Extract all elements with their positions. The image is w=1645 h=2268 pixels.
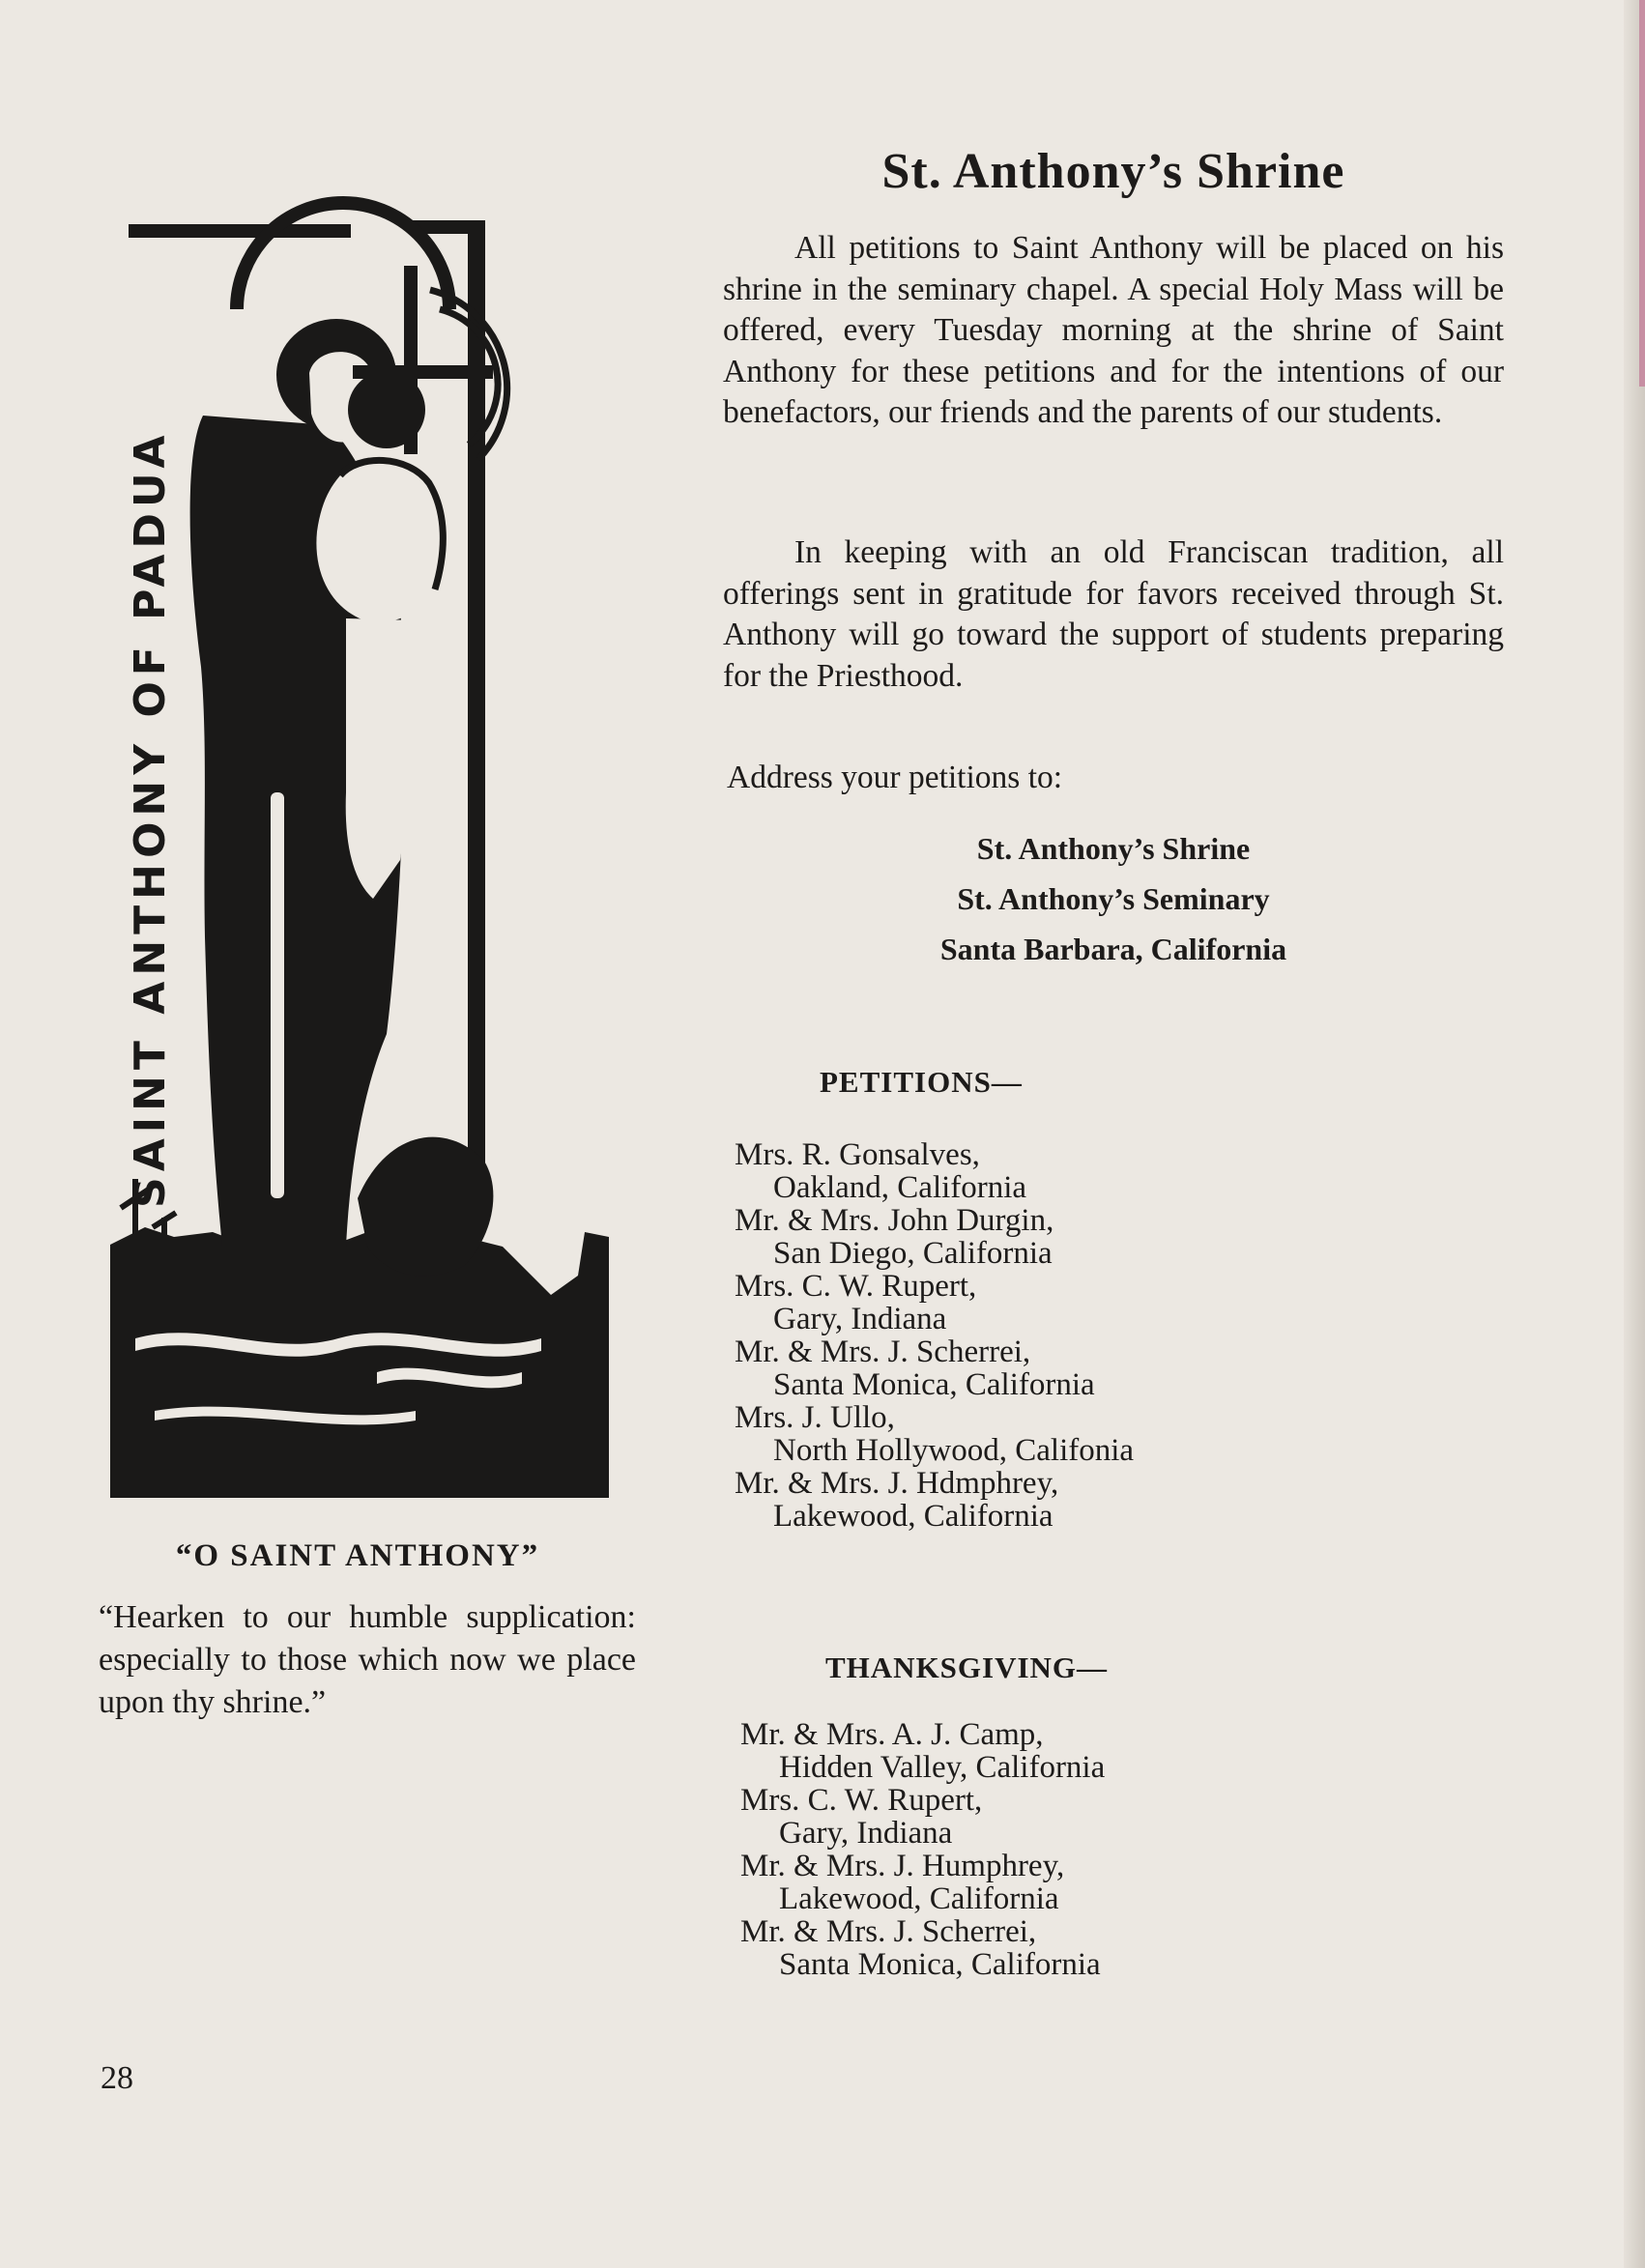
entry-place: Santa Monica, California: [779, 1947, 1101, 1982]
page-edge-tint: [1639, 0, 1645, 387]
saint-anthony-woodcut: [97, 164, 619, 1507]
entry-name: Mrs. C. W. Rupert,: [735, 1269, 977, 1304]
entry-name: Mrs. C. W. Rupert,: [740, 1783, 983, 1818]
mailing-address: [723, 823, 1504, 974]
address-line: St. Anthony’s Seminary: [957, 881, 1270, 916]
thanksgiving-list: [740, 1718, 1105, 1981]
page-number: 28: [101, 2060, 133, 2096]
entry-name: Mr. & Mrs. J. Scherrei,: [740, 1914, 1037, 1949]
list-item: [740, 1784, 1105, 1850]
entry-place: Gary, Indiana: [779, 1816, 953, 1851]
entry-name: Mr. & Mrs. J. Scherrei,: [735, 1335, 1031, 1369]
caption-title: “O SAINT ANTHONY”: [175, 1538, 540, 1573]
entry-place: Gary, Indiana: [773, 1302, 947, 1336]
entry-place: North Hollywood, Califonia: [773, 1433, 1135, 1468]
list-item: [740, 1718, 1105, 1784]
list-item: [735, 1467, 1134, 1533]
entry-place: Oakland, California: [773, 1170, 1027, 1205]
list-item: [740, 1850, 1105, 1915]
entry-place: Santa Monica, California: [773, 1367, 1095, 1402]
entry-place: Lakewood, California: [773, 1499, 1053, 1534]
list-item: [735, 1401, 1134, 1467]
entry-name: Mrs. J. Ullo,: [735, 1400, 895, 1435]
intro-paragraph: All petitions to Saint Anthony will be placed on his shrine in the seminary chapel. A special Holy Mass will be offered, every Tuesday morning at the shrine of Saint Anthony for these petitions and for the intentions of our benefactors, our friends and the parents of our students.: [723, 230, 1504, 430]
address-intro: Address your petitions to:: [727, 760, 1063, 795]
entry-place: Lakewood, California: [779, 1881, 1059, 1916]
caption-prayer: “Hearken to our humble supplication: especially to those which now we place upon thy shrine.”: [99, 1599, 636, 1720]
petitions-heading: PETITIONS—: [820, 1065, 1023, 1099]
address-line: St. Anthony’s Shrine: [976, 831, 1251, 866]
list-item: [735, 1204, 1134, 1270]
entry-name: Mr. & Mrs. John Durgin,: [735, 1203, 1054, 1238]
entry-name: Mr. & Mrs. J. Hdmphrey,: [735, 1466, 1059, 1501]
entry-name: Mr. & Mrs. J. Humphrey,: [740, 1849, 1065, 1883]
thanksgiving-heading: THANKSGIVING—: [825, 1651, 1109, 1684]
list-item: [735, 1270, 1134, 1335]
tradition-paragraph: In keeping with an old Franciscan tradition, all offerings sent in gratitude for favors received through St. Anthony will go toward the support of students preparing for the Priesthood.: [723, 534, 1504, 694]
entry-name: Mrs. R. Gonsalves,: [735, 1137, 980, 1172]
petitions-list: [735, 1138, 1134, 1533]
list-item: [735, 1335, 1134, 1401]
entry-place: Hidden Valley, California: [779, 1750, 1106, 1785]
address-line: Santa Barbara, California: [939, 932, 1287, 966]
illustration-vertical-text: SAINT ANTHONY OF PADUA: [126, 429, 175, 1208]
entry-name: Mr. & Mrs. A. J. Camp,: [740, 1717, 1044, 1752]
list-item: [740, 1915, 1105, 1981]
page-title: St. Anthony’s Shrine: [881, 144, 1345, 199]
entry-place: San Diego, California: [773, 1236, 1053, 1271]
list-item: [735, 1138, 1134, 1204]
